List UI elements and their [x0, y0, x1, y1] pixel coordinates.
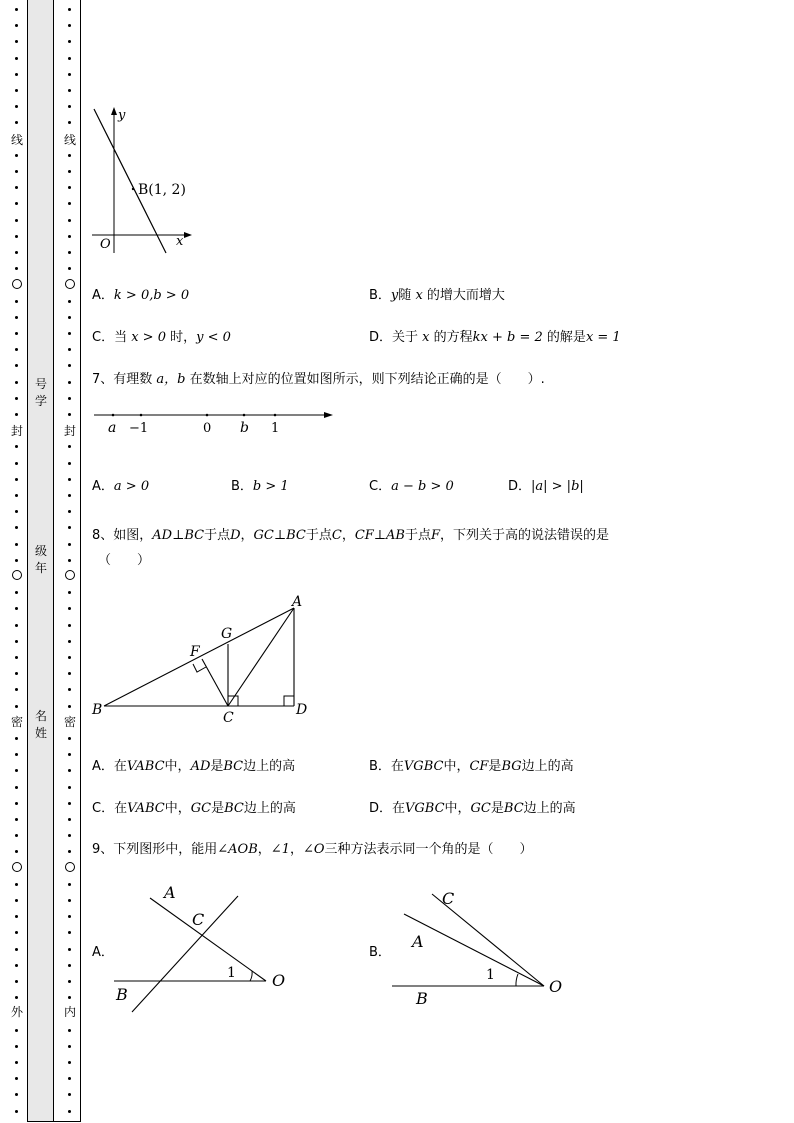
binding-dot	[68, 688, 71, 691]
binding-dot	[15, 348, 18, 351]
q7-option-d[interactable]	[508, 475, 584, 494]
q8-b-t1: 中，	[443, 759, 470, 774]
binding-dot	[15, 89, 18, 92]
option-a-math: k > 0,b > 0	[113, 288, 190, 303]
binding-dot	[15, 462, 18, 465]
y-axis-label: y	[118, 108, 126, 123]
student-name-label	[30, 708, 52, 742]
binding-dot	[15, 235, 18, 238]
outer-circle-1	[12, 279, 22, 289]
nl-label-1: 1	[271, 421, 280, 436]
q9-option-a-label[interactable]: A．	[92, 945, 114, 960]
binding-dot	[15, 591, 18, 594]
fig9a-label-1: 1	[227, 965, 236, 981]
binding-dot	[68, 559, 71, 562]
binding-dot	[15, 413, 18, 416]
binding-dot	[68, 915, 71, 918]
q9-figure-a	[110, 880, 300, 1015]
student-name-text: 名姓	[34, 709, 47, 740]
q8-c-m1: VABC	[127, 801, 165, 816]
binding-dot	[15, 154, 18, 157]
binding-dot	[68, 478, 71, 481]
option-d-text1: 的方程	[433, 330, 473, 345]
binding-dot	[68, 591, 71, 594]
q7-d-prefix: D．	[508, 479, 532, 494]
q8-stem-a: 8、如图，	[92, 528, 153, 543]
q8-d-m3: BC	[503, 801, 524, 816]
binding-dot	[68, 316, 71, 319]
binding-dot	[15, 624, 18, 627]
student-grade-label	[30, 543, 52, 577]
binding-dot	[15, 170, 18, 173]
binding-dot	[15, 526, 18, 529]
outer-mark-xian: 线	[7, 133, 27, 147]
binding-dot	[15, 73, 18, 76]
binding-dot	[68, 413, 71, 416]
q9-t2: ，	[289, 842, 303, 857]
binding-dot	[15, 105, 18, 108]
q7-a-prefix: A．	[92, 479, 114, 494]
q9-m1: ∠AOB	[217, 842, 258, 857]
q7-number-line	[90, 404, 340, 438]
q8-option-b[interactable]	[369, 755, 574, 774]
option-d-math2: kx + b = 2	[472, 330, 543, 345]
binding-dot	[15, 397, 18, 400]
binding-dot	[15, 640, 18, 643]
q8-a-m1: VABC	[126, 759, 165, 774]
binding-dot	[68, 543, 71, 546]
binding-dot	[68, 397, 71, 400]
inner-circle-3	[65, 862, 75, 872]
q8-d-t1: 中，	[444, 801, 471, 816]
q6-option-d[interactable]	[369, 326, 621, 345]
q8-stem-line2: （ ）	[98, 553, 151, 568]
binding-dot	[68, 883, 71, 886]
binding-dot	[15, 769, 18, 772]
q9-figure-b	[388, 880, 578, 1015]
binding-dot	[15, 332, 18, 335]
q7-option-c[interactable]	[369, 475, 454, 494]
binding-dot	[15, 1029, 18, 1032]
q8-c-m2: GC	[190, 801, 212, 816]
binding-dot	[68, 510, 71, 513]
binding-dot	[15, 202, 18, 205]
binding-dot	[68, 57, 71, 60]
binding-dot	[68, 624, 71, 627]
binding-dot	[15, 964, 18, 967]
binding-dot	[68, 235, 71, 238]
binding-dot	[68, 786, 71, 789]
outer-mark-feng: 封	[7, 424, 27, 438]
q8-c-t1: 中，	[164, 801, 191, 816]
q8-t5: 于点	[404, 528, 431, 543]
binding-dot	[68, 251, 71, 254]
fig9b-label-o: O	[549, 977, 563, 996]
function-line	[94, 109, 166, 253]
q8-a-t2: 是	[210, 759, 224, 774]
binding-dot	[15, 818, 18, 821]
binding-dot	[68, 267, 71, 270]
binding-dot	[15, 688, 18, 691]
outer-mark-mi: 密	[7, 715, 27, 729]
binding-dot	[68, 121, 71, 124]
q8-b-t3: 边上的高	[521, 759, 574, 774]
binding-dot	[15, 8, 18, 11]
binding-dot	[15, 559, 18, 562]
q8-m5: CF⊥AB	[354, 528, 405, 543]
q8-triangle-figure	[88, 592, 318, 727]
binding-dot	[68, 381, 71, 384]
q8-option-d[interactable]	[369, 797, 576, 816]
binding-dot	[15, 737, 18, 740]
student-grade-text: 级年	[34, 544, 47, 575]
binding-dot	[15, 478, 18, 481]
binding-dot	[15, 996, 18, 999]
binding-dot	[68, 494, 71, 497]
binding-dot	[68, 348, 71, 351]
binding-dot	[68, 89, 71, 92]
binding-dot	[68, 40, 71, 43]
q8-t6: ，下列关于高的说法错误的是	[440, 528, 610, 543]
fig9a-label-c: C	[192, 910, 205, 929]
q7-b-math: b > 1	[252, 479, 289, 494]
binding-dot	[15, 316, 18, 319]
option-b-math1: y	[390, 288, 399, 303]
binding-dot	[68, 850, 71, 853]
q8-b-t2: 是	[488, 759, 502, 774]
option-a-prefix: A．	[92, 288, 114, 303]
binding-dot	[15, 786, 18, 789]
binding-dot	[15, 802, 18, 805]
binding-dot	[15, 40, 18, 43]
fig8-label-b: B	[92, 702, 103, 718]
q6-option-b[interactable]	[369, 284, 505, 303]
binding-dot	[15, 607, 18, 610]
q8-b-m2: CF	[469, 759, 489, 774]
binding-dot	[68, 753, 71, 756]
q7-c-math: a − b > 0	[391, 479, 454, 494]
binding-dot	[15, 705, 18, 708]
fig9b-label-c: C	[442, 889, 455, 908]
binding-dot	[15, 510, 18, 513]
fig8-label-f: F	[190, 644, 200, 660]
option-c-prefix: C．当	[92, 330, 128, 345]
binding-dot	[68, 73, 71, 76]
binding-dot	[68, 672, 71, 675]
inner-mark-feng: 封	[60, 424, 80, 438]
q6-function-graph	[88, 105, 200, 260]
q7-stem-vars: a，b	[156, 372, 186, 387]
nl-label-0: 0	[203, 421, 212, 436]
q8-d-m1: VGBC	[405, 801, 445, 816]
binding-dot	[15, 753, 18, 756]
binding-dot	[68, 705, 71, 708]
binding-dot	[68, 899, 71, 902]
number-line-arrow-icon	[324, 412, 333, 418]
fig8-label-c: C	[223, 710, 234, 726]
binding-dot	[15, 915, 18, 918]
fig9a-label-a: A	[164, 883, 176, 902]
q7-d-math: |a| > |b|	[531, 479, 584, 494]
binding-dot	[15, 1110, 18, 1113]
binding-dot	[15, 899, 18, 902]
binding-dot	[15, 850, 18, 853]
q7-c-prefix: C．	[369, 479, 392, 494]
binding-dot	[15, 672, 18, 675]
point-b-label: B(1, 2)	[138, 182, 186, 198]
q8-m2: D	[230, 528, 241, 543]
q7-option-b[interactable]	[231, 475, 289, 494]
outer-mark-wai: 外	[7, 1005, 27, 1019]
binding-dot	[68, 219, 71, 222]
binding-dot	[68, 186, 71, 189]
q8-m1: AD⊥BC	[152, 528, 205, 543]
inner-mark-xian: 线	[60, 133, 80, 147]
point-b	[132, 188, 134, 190]
binding-dot	[15, 931, 18, 934]
binding-dot	[68, 364, 71, 367]
q8-b-m3: BG	[501, 759, 522, 774]
q8-d-m2: GC	[470, 801, 491, 816]
binding-dot	[15, 57, 18, 60]
y-axis-arrow-icon	[111, 107, 117, 115]
binding-dot	[68, 1029, 71, 1032]
binding-dot	[68, 948, 71, 951]
option-b-text1: 随	[398, 288, 412, 303]
origin-label: O	[100, 237, 111, 252]
binding-dot	[15, 445, 18, 448]
option-d-math1: x	[422, 330, 430, 345]
binding-dot	[15, 219, 18, 222]
binding-dot	[68, 1110, 71, 1113]
binding-dot	[15, 121, 18, 124]
binding-dot	[68, 656, 71, 659]
binding-dot	[68, 802, 71, 805]
binding-dot	[15, 948, 18, 951]
q8-a-t3: 边上的高	[243, 759, 296, 774]
option-b-prefix: B．	[369, 288, 391, 303]
binding-dot	[68, 1093, 71, 1096]
q9-stem	[92, 838, 533, 857]
binding-dot	[15, 980, 18, 983]
q9-m2: ∠1	[270, 842, 290, 857]
binding-dot	[15, 1077, 18, 1080]
nl-label-b: b	[240, 420, 249, 436]
binding-dot	[68, 526, 71, 529]
binding-dot	[15, 1061, 18, 1064]
q8-t3: 于点	[305, 528, 332, 543]
q8-t4: ，	[341, 528, 355, 543]
q6-option-c[interactable]	[92, 326, 231, 345]
q9-option-b-label[interactable]: B．	[369, 945, 391, 960]
fig9a-label-b: B	[116, 985, 128, 1004]
binding-dot	[15, 381, 18, 384]
q8-a-m3: BC	[223, 759, 244, 774]
q8-a-prefix: A．在	[92, 759, 127, 774]
binding-dot	[68, 300, 71, 303]
binding-dot	[68, 607, 71, 610]
q8-d-t2: 是	[490, 801, 504, 816]
fig9b-label-b: B	[416, 989, 428, 1008]
q8-c-m3: BC	[224, 801, 244, 816]
q8-m6: F	[430, 528, 441, 543]
option-b-math2: x	[415, 288, 423, 303]
q7-b-prefix: B．	[231, 479, 253, 494]
binding-dot	[15, 494, 18, 497]
binding-dot	[15, 186, 18, 189]
binding-dot	[68, 1077, 71, 1080]
option-d-text2: 的解是	[546, 330, 586, 345]
outer-circle-3	[12, 862, 22, 872]
binding-dot	[15, 834, 18, 837]
q7-a-math: a > 0	[113, 479, 150, 494]
x-axis-label: x	[176, 234, 184, 249]
binding-dot	[68, 818, 71, 821]
binding-dot	[15, 1045, 18, 1048]
binding-dot	[15, 543, 18, 546]
inner-mark-mi: 密	[60, 715, 80, 729]
binding-dot	[68, 769, 71, 772]
outer-circle-2	[12, 570, 22, 580]
binding-dot	[68, 445, 71, 448]
binding-dot	[15, 1093, 18, 1096]
nl-label-a: a	[108, 420, 117, 436]
fig9a-label-o: O	[272, 971, 286, 990]
option-d-prefix: D．关于	[369, 330, 419, 345]
fig8-label-d: D	[296, 702, 308, 718]
binding-dot	[15, 364, 18, 367]
q9-m3: ∠O	[302, 842, 325, 857]
q8-a-t1: 中，	[164, 759, 191, 774]
binding-dot	[15, 24, 18, 27]
option-c-math2: y < 0	[196, 330, 231, 345]
binding-dot	[68, 1045, 71, 1048]
q9-t1: ，	[257, 842, 271, 857]
binding-dot	[68, 8, 71, 11]
option-b-text2: 的增大而增大	[426, 288, 505, 303]
q7-stem-b: 在数轴上对应的位置如图所示，则下列结论正确的是（ ）.	[189, 372, 545, 387]
q7-stem-a: 7、有理数	[92, 372, 153, 387]
q8-d-t3: 边上的高	[523, 801, 576, 816]
binding-dot	[15, 300, 18, 303]
binding-dot	[68, 202, 71, 205]
option-d-math3: x = 1	[585, 330, 621, 345]
binding-dot	[15, 883, 18, 886]
student-number-text: 号学	[34, 377, 47, 408]
inner-dotted-line	[59, 0, 79, 1123]
binding-dot	[68, 737, 71, 740]
q8-t2: ，	[240, 528, 254, 543]
q9-stem-a: 9、下列图形中，能用	[92, 842, 218, 857]
q8-d-prefix: D．在	[369, 801, 406, 816]
q8-m3: GC⊥BC	[253, 528, 306, 543]
binding-dot	[68, 996, 71, 999]
option-c-text1: 时，	[170, 330, 197, 345]
binding-dot	[68, 640, 71, 643]
fig8-label-a: A	[292, 594, 303, 610]
outer-dotted-line	[6, 0, 26, 1123]
binding-dot	[68, 980, 71, 983]
binding-dot	[68, 24, 71, 27]
q9-t3: 三种方法表示同一个角的是（ ）	[324, 842, 533, 857]
binding-dot	[15, 251, 18, 254]
q8-stem	[92, 524, 609, 543]
q8-b-m1: VGBC	[403, 759, 444, 774]
binding-dot	[68, 332, 71, 335]
binding-dot	[68, 834, 71, 837]
fig8-label-g: G	[221, 626, 233, 642]
inner-mark-nei: 内	[60, 1005, 80, 1019]
q8-t1: 于点	[204, 528, 231, 543]
binding-dot	[68, 1061, 71, 1064]
q8-option-a[interactable]	[92, 755, 295, 774]
option-c-math1: x > 0	[131, 330, 166, 345]
binding-dot	[15, 656, 18, 659]
q8-a-m2: AD	[190, 759, 211, 774]
q7-option-a[interactable]	[92, 475, 149, 494]
q6-option-a[interactable]	[92, 284, 189, 303]
q8-c-t2: 是	[211, 801, 225, 816]
binding-dot	[68, 964, 71, 967]
inner-circle-2	[65, 570, 75, 580]
fig9b-label-a: A	[412, 932, 424, 951]
nl-label-neg1: −1	[129, 421, 149, 436]
x-axis-arrow-icon	[184, 232, 192, 238]
q8-m4: C	[331, 528, 342, 543]
q8-option-c[interactable]	[92, 797, 296, 816]
binding-dot	[68, 154, 71, 157]
inner-circle-1	[65, 279, 75, 289]
q8-c-t3: 边上的高	[243, 801, 296, 816]
q8-b-prefix: B．在	[369, 759, 404, 774]
binding-dot	[68, 931, 71, 934]
binding-dot	[15, 267, 18, 270]
q7-stem	[92, 368, 545, 387]
binding-dot	[68, 105, 71, 108]
binding-dot	[68, 462, 71, 465]
fig9b-label-1: 1	[486, 967, 495, 983]
student-number-label	[30, 376, 52, 410]
binding-dot	[68, 170, 71, 173]
q8-c-prefix: C．在	[92, 801, 128, 816]
